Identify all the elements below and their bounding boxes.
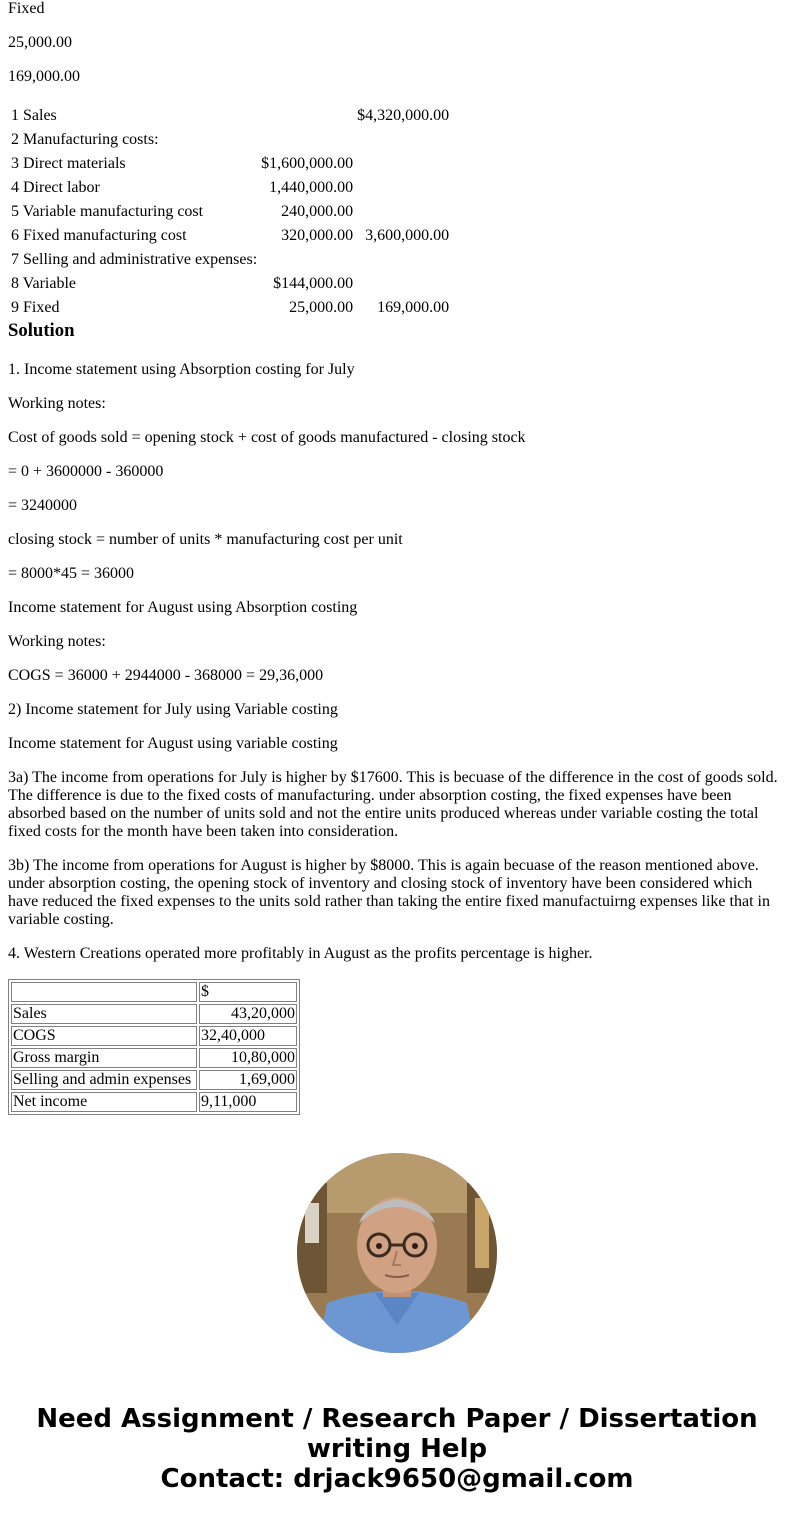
cost-label: 2 Manufacturing costs: <box>11 131 159 148</box>
table-row <box>10 225 450 247</box>
top-line-total: 169,000.00 <box>8 68 80 85</box>
table-row <box>11 1048 297 1068</box>
summary-value: 10,80,000 <box>199 1048 297 1068</box>
summary-label: Selling and admin expenses <box>11 1070 197 1090</box>
summary-value: 43,20,000 <box>199 1004 297 1024</box>
line-5: = 3240000 <box>8 497 78 514</box>
cost-label: 5 Variable manufacturing cost <box>11 203 204 220</box>
line-12: Income statement for August using variable costing <box>8 735 338 752</box>
line-9: Working notes: <box>8 633 106 650</box>
table-row <box>11 1026 297 1046</box>
table-row <box>10 105 450 127</box>
banner-contact: Contact: drjack9650@gmail.com <box>160 1464 634 1494</box>
line-11: 2) Income statement for July using Variable costing <box>8 701 338 718</box>
cost-amount: $1,600,000.00 <box>261 155 354 172</box>
table-row <box>10 201 450 223</box>
cost-total <box>356 153 450 175</box>
cost-amount <box>260 249 354 271</box>
paragraph-4: 4. Western Creations operated more profitably in August as the profits percentage is higher. <box>8 945 593 962</box>
banner-line-1: Need Assignment / Research Paper / Dissertation <box>36 1404 758 1434</box>
solution-heading: Solution <box>8 320 75 341</box>
cost-total <box>356 249 450 271</box>
cost-amount <box>260 105 354 127</box>
line-1: 1. Income statement using Absorption costing for July <box>8 361 355 378</box>
table-row <box>11 1092 297 1112</box>
table-row <box>10 249 450 271</box>
summary-header-currency: $ <box>199 982 297 1002</box>
summary-label: Sales <box>11 1004 197 1024</box>
cost-amount: $144,000.00 <box>273 275 354 292</box>
table-row <box>10 177 450 199</box>
cost-label: 3 Direct materials <box>11 155 126 172</box>
top-line-fixed: Fixed <box>8 0 45 17</box>
promo-banner <box>0 1404 794 1494</box>
top-line-amount: 25,000.00 <box>8 34 72 51</box>
cost-total <box>356 177 450 199</box>
summary-value: 32,40,000 <box>199 1026 297 1046</box>
cost-amount: 25,000.00 <box>289 299 354 316</box>
summary-header-row <box>11 982 297 1002</box>
summary-label: Net income <box>11 1092 197 1112</box>
summary-value: 9,11,000 <box>199 1092 297 1112</box>
cost-label: 9 Fixed <box>11 299 60 316</box>
summary-table <box>8 979 300 1115</box>
cost-total <box>356 273 450 295</box>
line-8: Income statement for August using Absorption costing <box>8 599 358 616</box>
cost-total: $4,320,000.00 <box>357 107 450 124</box>
line-3: Cost of goods sold = opening stock + cost of goods manufactured - closing stock <box>8 429 526 446</box>
cost-total <box>356 129 450 151</box>
line-10: COGS = 36000 + 2944000 - 368000 = 29,36,000 <box>8 667 324 684</box>
cost-total: 169,000.00 <box>377 299 450 316</box>
table-row <box>10 297 450 319</box>
author-avatar <box>297 1153 497 1353</box>
cost-table <box>8 103 452 321</box>
cost-amount: 240,000.00 <box>281 203 354 220</box>
line-7: = 8000*45 = 36000 <box>8 565 135 582</box>
author-portrait-image <box>297 1153 497 1353</box>
cost-amount: 1,440,000.00 <box>269 179 354 196</box>
table-row <box>11 1004 297 1024</box>
cost-label: 1 Sales <box>11 107 57 124</box>
line-4: = 0 + 3600000 - 360000 <box>8 463 164 480</box>
line-2: Working notes: <box>8 395 106 412</box>
cost-label: 7 Selling and administrative expenses: <box>11 251 258 268</box>
summary-value: 1,69,000 <box>199 1070 297 1090</box>
cost-label: 8 Variable <box>11 275 77 292</box>
cost-label: 4 Direct labor <box>11 179 100 196</box>
paragraph-3b: 3b) The income from operations for August is higher by $8000. This is again becuase of the reason mentioned above. under absorption costing, the opening stock of inventory and closing stock of inventory have been considered which have reduced the fixed expenses to the units sold rather than taking the entire fixed manufactuirng expenses like that in variable costing. <box>8 857 770 928</box>
cost-label: 6 Fixed manufacturing cost <box>11 227 187 244</box>
table-row <box>10 273 450 295</box>
table-row <box>10 129 450 151</box>
cost-amount <box>260 129 354 151</box>
summary-label: COGS <box>11 1026 197 1046</box>
table-row <box>10 153 450 175</box>
summary-header-label <box>11 982 197 1002</box>
banner-line-2: writing Help <box>306 1434 488 1464</box>
cost-amount: 320,000.00 <box>281 227 354 244</box>
paragraph-3a: 3a) The income from operations for July is higher by $17600. This is becuase of the difference in the cost of goods sold. The difference is due to the fixed costs of manufacturing. under absorption costing, the fixed expenses have been absorbed based on the number of units sold and not the entire units produced whereas under variable costing the total fixed costs for the month have been taken into consideration. <box>8 769 778 840</box>
table-row <box>11 1070 297 1090</box>
summary-label: Gross margin <box>11 1048 197 1068</box>
line-6: closing stock = number of units * manufacturing cost per unit <box>8 531 403 548</box>
cost-total <box>356 201 450 223</box>
cost-total: 3,600,000.00 <box>365 227 450 244</box>
